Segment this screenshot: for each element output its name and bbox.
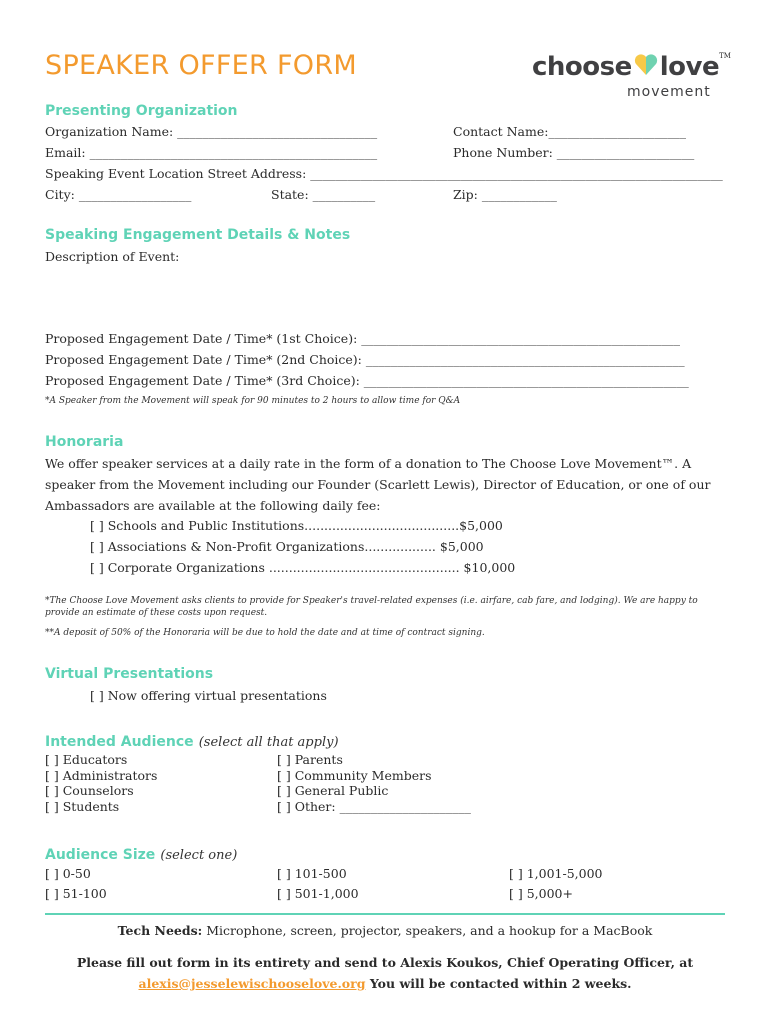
virtual-option-checkbox[interactable]: [ ] Now offering virtual presentations [90, 688, 327, 703]
phone-number-field[interactable]: Phone Number: ______________________ [453, 145, 695, 160]
size-option-101-500[interactable]: [ ] 101-500 [277, 866, 347, 881]
honoraria-note-travel: *The Choose Love Movement asks clients to provide for Speaker's travel-related expenses (i.e. airfare, cab fare, and lodging). We are happy to [45, 596, 698, 606]
honoraria-paragraph: We offer speaker services at a daily rate in the form of a donation to The Choose Love Movement™. A speaker from the Movement including our Founder (Scarlett Lewis), Director of Education, or one of our Ambassadors are available at the following daily fee: [45, 456, 711, 513]
audience-option-general-public[interactable]: [ ] General Public [277, 783, 389, 798]
size-option-0-50[interactable]: [ ] 0-50 [45, 866, 91, 881]
form-title: SPEAKER OFFER FORM [45, 50, 358, 81]
divider-line [45, 913, 725, 915]
tech-needs-line [0, 923, 770, 938]
audience-hint: (select all that apply) [198, 735, 339, 750]
audience-option-parents[interactable]: [ ] Parents [277, 752, 343, 767]
size-option-1001-5000[interactable]: [ ] 1,001-5,000 [509, 866, 603, 881]
trademark-mark: TM [719, 52, 731, 60]
section-heading-size: Audience Size [45, 847, 156, 863]
size-option-51-100[interactable]: [ ] 51-100 [45, 886, 107, 901]
choose-love-logo [532, 52, 731, 100]
section-heading-organization: Presenting Organization [45, 103, 238, 119]
audience-option-other[interactable]: [ ] Other: _____________________ [277, 799, 471, 814]
description-field[interactable]: Description of Event: [45, 249, 180, 264]
date-choice-2-field[interactable]: Proposed Engagement Date / Time* (2nd Choice): ___________________________________________________ [45, 352, 685, 367]
organization-name-field[interactable]: Organization Name: ________________________________ [45, 124, 378, 139]
logo-word-love: love [659, 52, 720, 82]
footer-contact-line [0, 976, 770, 991]
fee-option-schools[interactable]: [ ] Schools and Public Institutions.......................................$5,000 [90, 518, 503, 533]
honoraria-note-travel-cont: provide an estimate of these costs upon request. [45, 608, 268, 618]
size-option-501-1000[interactable]: [ ] 501-1,000 [277, 886, 359, 901]
engagement-note: *A Speaker from the Movement will speak for 90 minutes to 2 hours to allow time for Q&A [45, 396, 461, 406]
logo-subtitle: movement [627, 84, 711, 100]
contact-email-link[interactable]: alexis@jesselewischooselove.org [138, 976, 366, 991]
footer-response-time: You will be contacted within 2 weeks. [369, 976, 632, 991]
audience-option-community[interactable]: [ ] Community Members [277, 768, 432, 783]
heart-icon [633, 53, 659, 77]
logo-word-choose: choose [532, 52, 632, 82]
audience-option-counselors[interactable]: [ ] Counselors [45, 783, 134, 798]
audience-option-educators[interactable]: [ ] Educators [45, 752, 128, 767]
date-choice-3-field[interactable]: Proposed Engagement Date / Time* (3rd Choice): ____________________________________________________ [45, 373, 689, 388]
section-heading-audience: Intended Audience [45, 734, 194, 750]
size-hint: (select one) [160, 848, 238, 863]
section-heading-virtual: Virtual Presentations [45, 666, 214, 682]
section-heading-engagement: Speaking Engagement Details & Notes [45, 227, 351, 243]
footer-instruction: Please fill out form in its entirety and send to Alexis Koukos, Chief Operating Officer, at [76, 955, 694, 970]
audience-heading-row [45, 731, 339, 750]
fee-option-nonprofit[interactable]: [ ] Associations & Non-Profit Organizations.................. $5,000 [90, 539, 484, 554]
street-address-field[interactable]: Speaking Event Location Street Address: __________________________________________________________________ [45, 166, 723, 181]
fee-option-corporate[interactable]: [ ] Corporate Organizations ................................................ $10,000 [90, 560, 516, 575]
state-field[interactable]: State: __________ [271, 187, 376, 202]
size-option-5000-plus[interactable]: [ ] 5,000+ [509, 886, 573, 901]
section-heading-honoraria: Honoraria [45, 434, 124, 450]
honoraria-note-deposit: **A deposit of 50% of the Honoraria will be due to hold the date and at time of contract signing. [45, 628, 485, 638]
audience-option-administrators[interactable]: [ ] Administrators [45, 768, 158, 783]
tech-needs-label: Tech Needs: [117, 923, 203, 938]
date-choice-1-field[interactable]: Proposed Engagement Date / Time* (1st Choice): ___________________________________________________ [45, 331, 681, 346]
zip-field[interactable]: Zip: ____________ [453, 187, 557, 202]
size-heading-row [45, 844, 237, 863]
contact-name-field[interactable]: Contact Name:______________________ [453, 124, 686, 139]
city-field[interactable]: City: __________________ [45, 187, 192, 202]
email-field[interactable]: Email: ______________________________________________ [45, 145, 378, 160]
tech-needs-text: Microphone, screen, projector, speakers, and a hookup for a MacBook [206, 923, 653, 938]
audience-option-students[interactable]: [ ] Students [45, 799, 120, 814]
